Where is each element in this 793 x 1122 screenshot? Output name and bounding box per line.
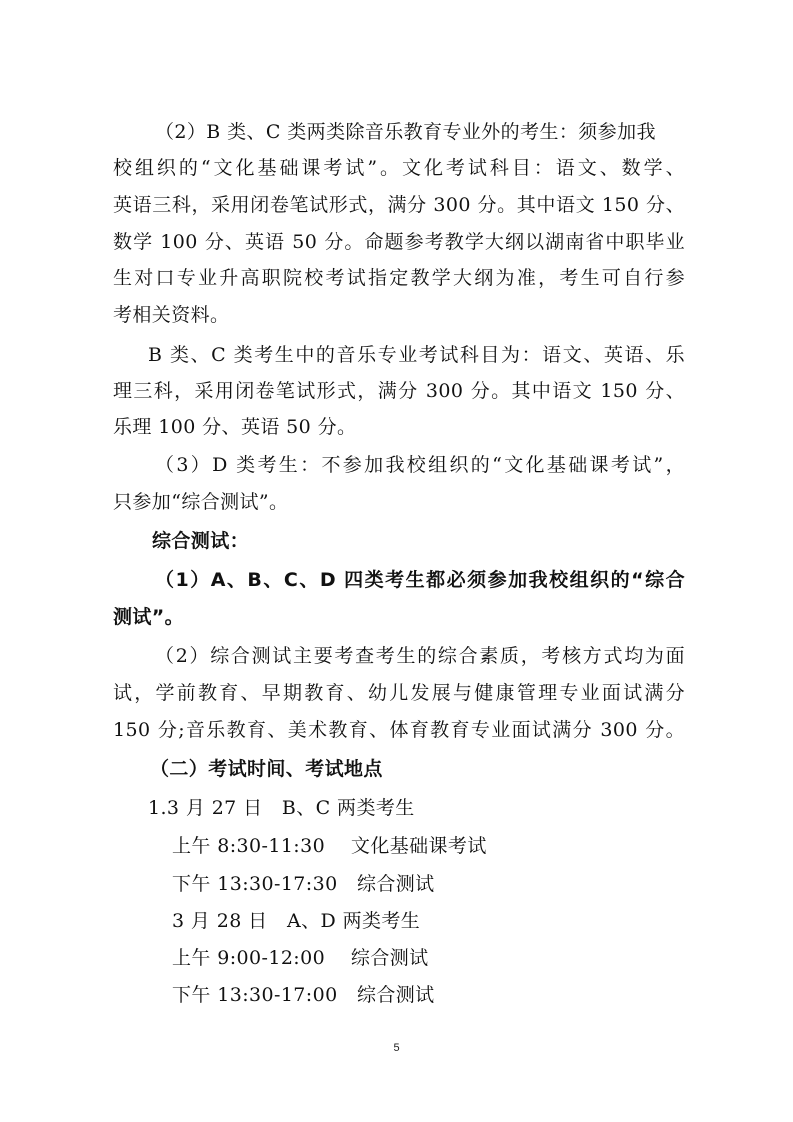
heading-time-place: （二）考试时间、考试地点: [150, 758, 383, 780]
schedule-day-1: 1.3 月 27 日 B、C 两类考生: [148, 797, 415, 819]
schedule-day-2-afternoon: 下午 13:30-17:00 综合测试: [172, 984, 435, 1006]
p2-line-3: 乐理 100 分、英语 50 分。: [113, 416, 357, 438]
p2-line-2: 理三科，采用闭卷笔试形式，满分 300 分。其中语文 150 分、: [113, 380, 685, 402]
p1-line-5: 生对口专业升高职院校考试指定教学大纲为准，考生可自行参: [113, 267, 685, 289]
page-number: 5: [393, 1042, 400, 1054]
p1-line-6: 考相关资料。: [113, 304, 230, 326]
p3-line-2: 只参加“综合测试”。: [113, 491, 289, 513]
schedule-day-1-afternoon: 下午 13:30-17:30 综合测试: [172, 873, 435, 895]
p1-line-2: 校组织的“文化基础课考试”。文化考试科目：语文、数学、: [113, 157, 685, 179]
heading-comprehensive-test: 综合测试：: [152, 530, 250, 552]
p3-line-1: （3）D 类考生：不参加我校组织的“文化基础课考试”，: [155, 454, 685, 476]
p1-line-4: 数学 100 分、英语 50 分。命题参考教学大纲以湖南省中职毕业: [113, 231, 685, 253]
schedule-day-1-morning: 上午 8:30-11:30 文化基础课考试: [172, 835, 487, 857]
p2-line-1: B 类、C 类考生中的音乐专业考试科目为：语文、英语、乐: [148, 344, 685, 366]
schedule-day-2: 3 月 28 日 A、D 两类考生: [172, 910, 421, 932]
p1-line-3: 英语三科，采用闭卷笔试形式，满分 300 分。其中语文 150 分、: [113, 194, 685, 216]
p5-line-3: 150 分;音乐教育、美术教育、体育教育专业面试满分 300 分。: [113, 719, 685, 741]
p1-line-1: （2）B 类、C 类两类除音乐教育专业外的考生：须参加我: [155, 121, 656, 143]
p5-line-2: 试，学前教育、早期教育、幼儿发展与健康管理专业面试满分: [113, 682, 685, 704]
p5-line-1: （2）综合测试主要考查考生的综合素质，考核方式均为面: [155, 645, 685, 667]
schedule-day-2-morning: 上午 9:00-12:00 综合测试: [172, 947, 429, 969]
p4-line-2: 测试”。: [113, 606, 185, 628]
p4-line-1: （1）A、B、C、D 四类考生都必须参加我校组织的“综合: [155, 569, 685, 591]
